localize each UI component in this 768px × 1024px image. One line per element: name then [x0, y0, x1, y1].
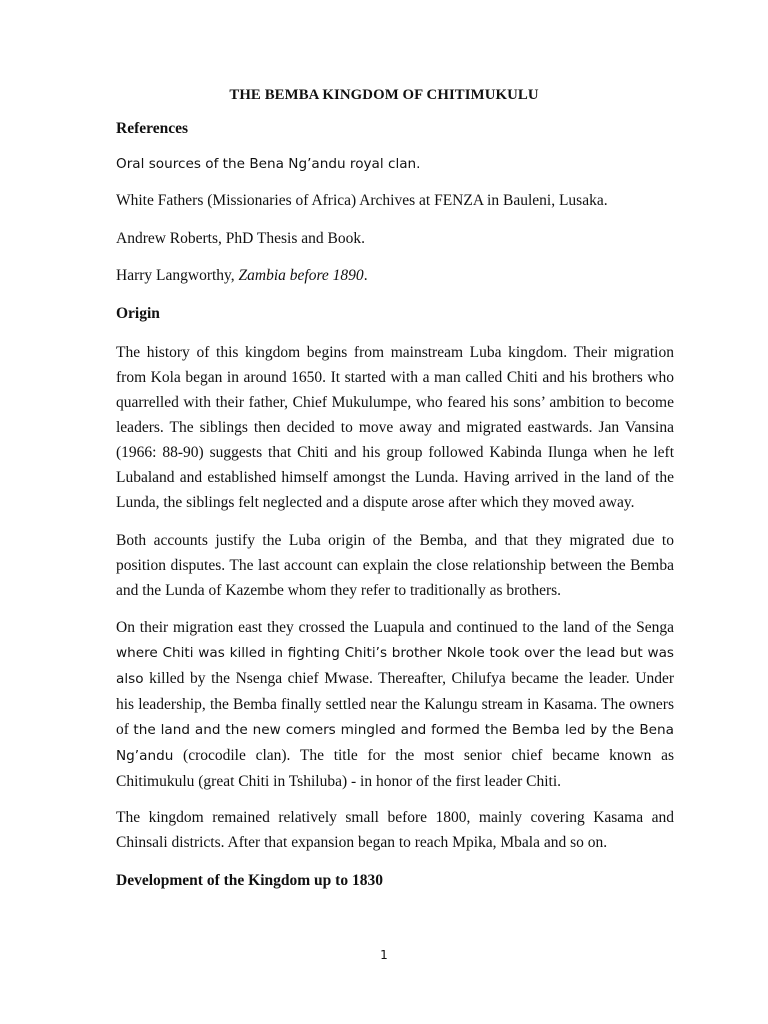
references-heading: References: [116, 120, 189, 137]
origin-heading: Origin: [116, 305, 160, 322]
paragraph-3-part-b: where Chiti was killed in fighting Chiti’s brother Nkole took over the lead but was also: [116, 645, 674, 687]
reference-item-langworthy: [116, 267, 368, 285]
paragraph-3-part-c: killed by the Nsenga chief Mwase. Thereafter, Chilufya became the leader. Under his leadership, the Bemba finally settled near the Kalungu stream in Kasama. The owners of: [116, 670, 674, 738]
origin-paragraph-1: The history of this kingdom begins from mainstream Luba kingdom. Their migration from Kola began in around 1650. It started with a man called Chiti and his brothers who quarrelled with their father, Chief Mukulumpe, who feared his sons’ ambition to become leaders. The siblings then decided to move away and migrated eastwards. Jan Vansina (1966: 88-90) suggests that Chiti and his group followed Kabinda Ilunga when he left Lubaland and established himself amongst the Lunda. Having arrived in the land of the Lunda, the siblings felt neglected and a dispute arose after which they moved away.: [116, 344, 674, 511]
page-number: 1: [380, 948, 388, 962]
origin-paragraph-3: [116, 615, 674, 794]
reference-end: .: [363, 267, 368, 284]
paragraph-3-part-a: On their migration east they crossed the Luapula and continued to the land of the Senga: [116, 619, 674, 636]
reference-item: White Fathers (Missionaries of Africa) Archives at FENZA in Bauleni, Lusaka.: [116, 192, 608, 209]
reference-book-title: Zambia before 1890: [238, 267, 364, 284]
reference-item: Andrew Roberts, PhD Thesis and Book.: [116, 230, 365, 247]
reference-author: Harry Langworthy,: [116, 267, 239, 284]
paragraph-3-part-d: the land and the new comers mingled and formed the Bemba led by the Bena Ng’andu: [116, 722, 674, 764]
development-heading: Development of the Kingdom up to 1830: [116, 872, 383, 889]
origin-paragraph-4: The kingdom remained relatively small before 1800, mainly covering Kasama and Chinsali districts. After that expansion began to reach Mpika, Mbala and so on.: [116, 809, 674, 851]
paragraph-3-part-e: (crocodile clan). The title for the most senior chief became known as Chitimukulu (great Chiti in Tshiluba) - in honor of the first leader Chiti.: [116, 747, 674, 790]
origin-paragraph-2: Both accounts justify the Luba origin of the Bemba, and that they migrated due to position disputes. The last account can explain the close relationship between the Bemba and the Lunda of Kazembe whom they refer to traditionally as brothers.: [116, 532, 674, 599]
document-title: THE BEMBA KINGDOM OF CHITIMUKULU: [229, 87, 539, 103]
reference-item: Oral sources of the Bena Ng’andu royal clan.: [116, 156, 421, 172]
